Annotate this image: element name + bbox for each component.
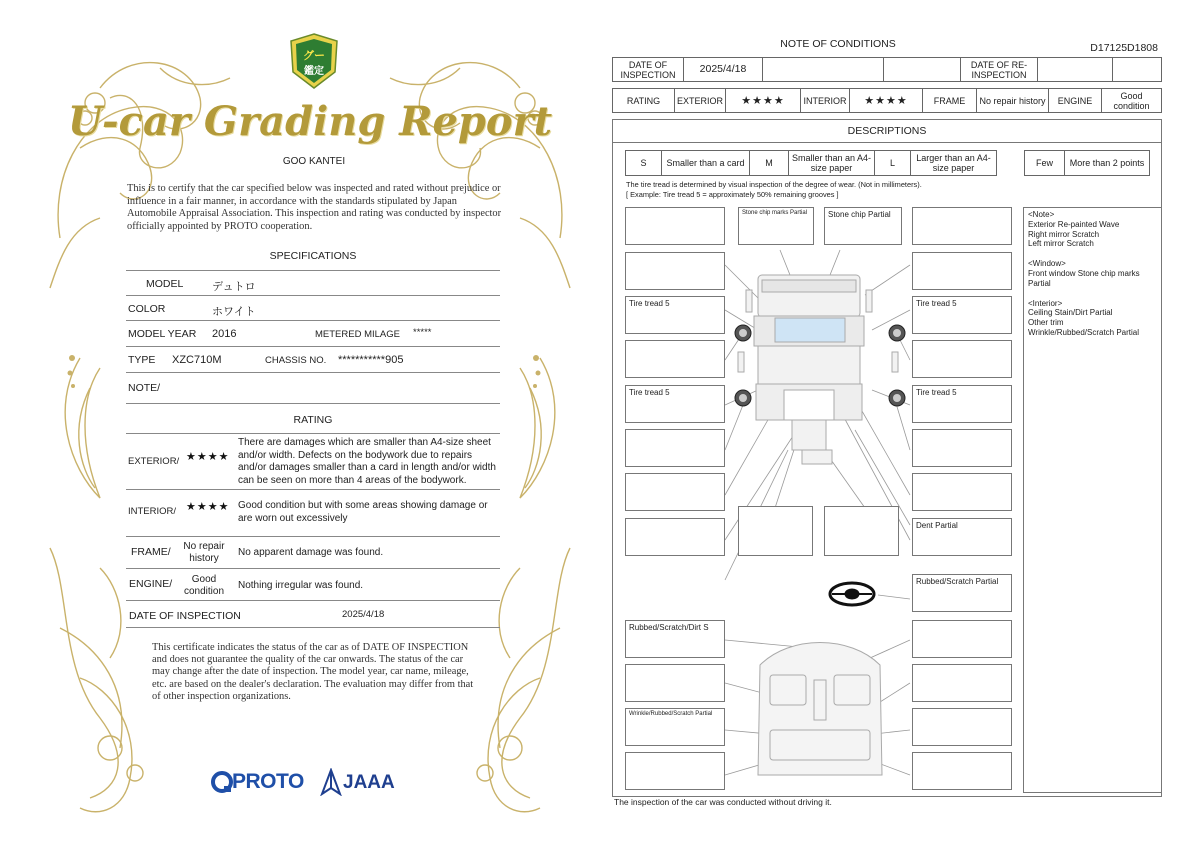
divider <box>126 346 500 347</box>
damage-box <box>625 752 725 790</box>
date-of-reinspection-value <box>1037 57 1113 82</box>
damage-box <box>625 207 725 245</box>
exterior-description: There are damages which are smaller than A4-size sheet and/or width. Defects on the bodywork due to repairs and/or damages smaller than a card in length and/or width can be seen on more than 4 areas of the bodywork. <box>238 437 496 486</box>
damage-box <box>625 429 725 467</box>
date-of-reinspection-label: DATE OF RE-INSPECTION <box>960 57 1038 82</box>
footer-note: The inspection of the car was conducted without driving it. <box>614 797 832 807</box>
frame-value: No repair history <box>976 88 1049 113</box>
damage-box <box>912 207 1012 245</box>
date-of-inspection-label: DATE OF INSPECTION <box>129 610 241 622</box>
legend-text-s: Smaller than a card <box>661 150 750 176</box>
frame-label: FRAME/ <box>131 546 171 558</box>
divider <box>126 600 500 601</box>
damage-box <box>625 664 725 702</box>
legend-key-l: L <box>874 150 911 176</box>
frame-description: No apparent damage was found. <box>238 547 384 558</box>
jaaa-logo-text: JAAA <box>343 772 395 793</box>
damage-box <box>625 340 725 378</box>
divider <box>126 320 500 321</box>
interior-label: INTERIOR/ <box>128 506 177 517</box>
proto-logo-icon <box>210 770 234 794</box>
svg-text:鑑定: 鑑定 <box>304 66 324 77</box>
damage-box <box>912 708 1012 746</box>
certification-statement: This is to certify that the car specified below was inspected and rated without prejudice or influence in a fair manner, in accordance with the standards stipulated by Japan Automobile Appraisal Association. This inspection and rating was conducted by inspector officially appointed by PROTO cooperation. <box>127 183 502 232</box>
report-title: U-car Grading Report <box>67 98 553 145</box>
model-label: MODEL <box>146 278 184 290</box>
legend-text-few: More than 2 points <box>1064 150 1150 176</box>
legend-key-s: S <box>625 150 662 176</box>
tire-rear-left-box: Tire tread 5 <box>625 385 725 423</box>
specifications-heading: SPECIFICATIONS <box>269 250 357 262</box>
legend-text-l: Larger than an A4-size paper <box>910 150 997 176</box>
legend-text-m: Smaller than an A4-size paper <box>788 150 875 176</box>
date-of-inspection-value: 2025/4/18 <box>342 609 385 620</box>
tire-front-left-box: Tire tread 5 <box>625 296 725 334</box>
date-of-inspection-value: 2025/4/18 <box>683 57 763 82</box>
sheet-id: D17125D1808 <box>1090 42 1158 54</box>
divider <box>126 372 500 373</box>
model-value: デュトロ <box>212 281 256 293</box>
tire-tread-note <box>626 180 1046 199</box>
date-of-inspection-label: DATE OF INSPECTION <box>612 57 684 82</box>
rating-heading: RATING <box>293 414 333 426</box>
color-label: COLOR <box>128 303 166 315</box>
window-lines: Front window Stone chip marks Partial <box>1028 268 1140 288</box>
damage-box <box>625 518 725 556</box>
stone-chip-box: Stone chip Partial <box>824 207 902 245</box>
interior-heading: <Interior> <box>1028 298 1063 308</box>
interior-description: Good condition but with some areas showing damage or are worn out excessively <box>238 500 488 524</box>
svg-text:グー: グー <box>303 49 325 62</box>
divider <box>126 270 500 271</box>
divider <box>126 627 500 628</box>
note-label: NOTE/ <box>128 382 161 394</box>
interior-label: INTERIOR <box>800 88 850 113</box>
divider <box>126 433 500 434</box>
damage-box <box>912 252 1012 290</box>
engine-description: Nothing irregular was found. <box>238 580 364 591</box>
window-heading: <Window> <box>1028 259 1066 269</box>
model-year-label: MODEL YEAR <box>128 328 197 340</box>
sheet-title: NOTE OF CONDITIONS <box>780 38 896 50</box>
blank-cell <box>1112 57 1162 82</box>
frame-label: FRAME <box>922 88 977 113</box>
frame-value: No repair history <box>183 541 225 564</box>
legend-key-m: M <box>749 150 789 176</box>
interior-rating-stars: ★★★★ <box>849 88 923 113</box>
color-value: ホワイト <box>212 306 256 318</box>
note-heading: <Note> <box>1028 210 1055 219</box>
interior-rating-stars: ★★★★ <box>186 500 230 513</box>
divider <box>126 403 500 404</box>
tire-rear-right-box: Tire tread 5 <box>912 385 1012 423</box>
blank-cell <box>762 57 884 82</box>
divider <box>126 489 500 490</box>
disclaimer: This certificate indicates the status of the car as of DATE OF INSPECTION and does not guarantee the quality of the car onwards. The status of the car may change after the date of inspection. The model year, car name, mileage, etc. are based on the dealer's declaration. The evaluation may differ from that of other inspection organizations. <box>152 642 474 702</box>
engine-label: ENGINE <box>1048 88 1102 113</box>
tire-tread-note-example: [ Example: Tire tread 5 = approximately 50% remaining grooves ] <box>626 189 839 199</box>
sponsor-logos <box>210 768 410 798</box>
jaaa-logo-icon <box>320 768 342 796</box>
damage-box <box>912 620 1012 658</box>
type-label: TYPE <box>128 354 156 366</box>
model-year-value: 2016 <box>212 328 237 340</box>
gold-ornament-border <box>40 28 580 828</box>
damage-box <box>912 340 1012 378</box>
damage-box <box>738 506 813 556</box>
type-value: XZC710M <box>172 354 222 366</box>
divider <box>126 568 500 569</box>
interior-wrinkle-box: Wrinkle/Rubbed/Scratch Partial <box>625 708 725 746</box>
damage-box <box>912 664 1012 702</box>
legend-key-few: Few <box>1024 150 1065 176</box>
damage-box <box>625 473 725 511</box>
tire-front-right-box: Tire tread 5 <box>912 296 1012 334</box>
damage-box <box>912 429 1012 467</box>
interior-lines: Ceiling Stain/Dirt Partial Other trim Wrinkle/Rubbed/Scratch Partial <box>1028 308 1140 337</box>
dent-box: Dent Partial <box>912 518 1012 556</box>
descriptions-heading: DESCRIPTIONS <box>612 119 1162 143</box>
damage-box <box>625 252 725 290</box>
damage-box <box>912 473 1012 511</box>
grading-certificate <box>40 28 580 828</box>
stone-chip-marks-box: Stone chip marks Partial <box>738 207 814 245</box>
chassis-label: CHASSIS NO. <box>265 355 327 366</box>
exterior-rating-stars: ★★★★ <box>725 88 801 113</box>
notes-panel <box>1023 207 1162 793</box>
damage-box <box>824 506 899 556</box>
engine-value: Good condition <box>1101 88 1162 113</box>
interior-rubbed-dirt-box: Rubbed/Scratch/Dirt S <box>625 620 725 658</box>
blank-cell <box>883 57 961 82</box>
chassis-value: ***********905 <box>338 354 404 366</box>
proto-logo-text: PROTO <box>232 770 304 793</box>
steering-rubbed-box: Rubbed/Scratch Partial <box>912 574 1012 612</box>
divider <box>126 536 500 537</box>
metered-milage-value: ***** <box>413 327 432 338</box>
engine-value: Good condition <box>183 574 225 597</box>
tire-tread-note-line: The tire tread is determined by visual inspection of the degree of wear. (Not in millimeters). <box>626 180 922 189</box>
report-subtitle: GOO KANTEI <box>282 156 346 167</box>
note-of-conditions-sheet <box>610 30 1166 820</box>
goo-kantei-badge-icon <box>287 32 341 90</box>
exterior-label: EXTERIOR/ <box>128 456 180 467</box>
exterior-rating-stars: ★★★★ <box>186 450 230 463</box>
divider <box>126 295 500 296</box>
exterior-label: EXTERIOR <box>674 88 726 113</box>
metered-milage-label: METERED MILAGE <box>315 329 400 340</box>
damage-box <box>912 752 1012 790</box>
note-lines: Exterior Re-painted Wave Right mirror Scratch Left mirror Scratch <box>1028 219 1120 249</box>
engine-label: ENGINE/ <box>129 578 173 590</box>
rating-label: RATING <box>612 88 675 113</box>
